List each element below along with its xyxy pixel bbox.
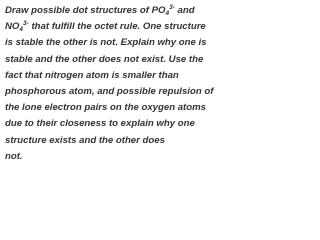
question-line-10: not. xyxy=(5,150,23,162)
phosphate-charge-superscript: 3- xyxy=(169,4,175,11)
question-line-7: the lone electron pairs on the oxygen atoms xyxy=(5,102,206,114)
question-line-9: structure exists and the other does xyxy=(5,134,165,146)
question-line-3: is stable the other is not. Explain why one is xyxy=(5,37,207,49)
line-1-text: Draw possible dot structures of PO xyxy=(5,5,166,16)
question-line-5: fact that nitrogen atom is smaller than xyxy=(5,69,179,81)
line-2-tail: that fulfill the octet rule. One structure xyxy=(28,21,206,33)
question-line-6: phosphorous atom, and possible repulsion of xyxy=(5,86,214,98)
nitrate-charge-superscript: 3- xyxy=(23,20,29,28)
question-line-1 xyxy=(5,3,196,19)
question-line-4: stable and the other does not exist. Use the xyxy=(5,53,204,65)
line-2-formula: NO xyxy=(5,21,20,33)
question-line-8: due to their closeness to explain why one xyxy=(5,118,195,130)
line-1-tail: and xyxy=(174,5,195,16)
nitrate-subscript: 4 xyxy=(19,26,24,34)
phosphate-subscript: 4 xyxy=(165,10,170,17)
question-line-2 xyxy=(5,19,206,35)
question-text-block xyxy=(0,0,214,165)
